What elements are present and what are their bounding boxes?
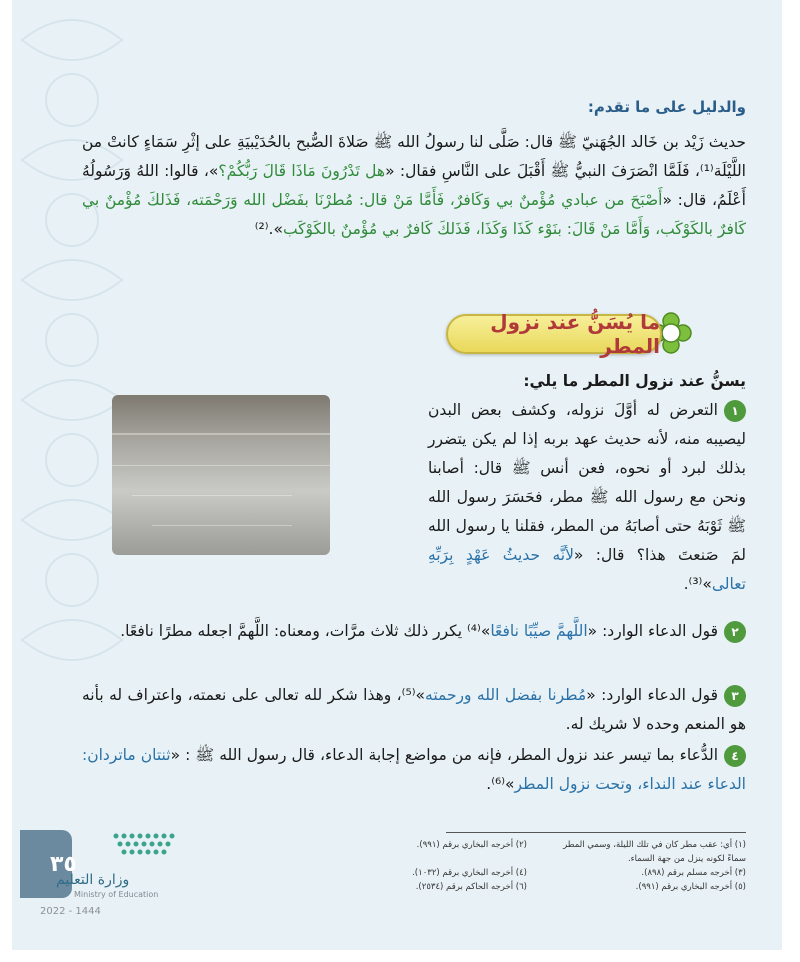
hadith-paragraph	[82, 128, 746, 244]
footnote: (٣) أخرجه مسلم برقم (٨٩٨).	[641, 868, 746, 878]
footnote: (٦) أخرجه الحاكم برقم (٢٥٣٤).	[415, 882, 527, 892]
list-item	[82, 741, 746, 799]
item-number: ١	[724, 400, 746, 422]
page-title: ما يُسَنُّ عند نزول المطر	[446, 314, 662, 354]
item-text: »⁽³⁾.	[683, 575, 712, 593]
hadith-quote: أَصْبَحَ من عبادي مُؤْمنٌ بي وَكَافرٌ، فَأَمَّا مَنْ قال: مُطرْنَا بفَضْل الله وَرَحْمَته، فَذَلكَ مُؤْمنٌ بي كَافرٌ بالكَوْكَب، وَأَمَّا مَنْ قَالَ: بنَوْء كَذَا وَكَذَا، فَذَلكَ كَافرٌ بي مُؤْمنٌ بالكَوْكَب	[82, 191, 746, 238]
item-text: »⁽⁶⁾.	[486, 775, 515, 793]
rain-photo	[112, 395, 330, 555]
list-item	[428, 396, 746, 599]
item-number: ٢	[724, 621, 746, 643]
list-item	[82, 681, 746, 739]
item-text: الدُّعاء بما تيسر عند نزول المطر، فإنه من مواضع إجابة الدعاء، قال رسول الله ﷺ : «	[170, 746, 718, 764]
intro-text: يسنُّ عند نزول المطر ما يلي:	[523, 372, 746, 390]
hadith-text: ».⁽²⁾	[254, 220, 283, 238]
item-text: »⁽⁵⁾، وهذا شكر لله تعالى على نعمته، واعتراف له بأنه هو المنعم وحده لا شريك له.	[82, 686, 746, 733]
textbook-page	[12, 0, 782, 950]
item-quote: ثنتان ماتردان: الدعاء عند النداء، وتحت نزول المطر	[82, 746, 746, 793]
item-number: ٣	[724, 685, 746, 707]
section-heading: والدليل على ما تقدم:	[587, 98, 746, 116]
ministry-logo-icon	[110, 830, 180, 862]
list-item	[82, 617, 746, 646]
page-number: ٣٥	[50, 852, 77, 877]
footnotes	[326, 838, 746, 894]
ministry-name-en: Ministry of Education	[74, 890, 159, 899]
hadith-text: »، قالوا: اللهُ وَرَسُولُهُ أَعْلَمُ، قال: «	[82, 162, 746, 209]
item-text: قول الدعاء الوارد: «	[587, 622, 718, 640]
item-quote: لأنَّه حديثُ عَهْدٍ بِرَبِّهِ تعالى	[428, 546, 746, 593]
footnote: (٢) أخرجه البخاري برقم (٩٩١).	[416, 840, 527, 850]
footnote-divider	[446, 832, 746, 833]
item-quote: مُطرنا بفضل الله ورحمته	[425, 686, 587, 704]
item-text: »⁽⁴⁾ يكرر ذلك ثلاث مرَّات، ومعناه: اللَّهمَّ اجعله مطرًا نافعًا.	[120, 622, 491, 640]
edition-year: 2022 - 1444	[40, 906, 101, 917]
item-quote: اللَّهمَّ صيِّبًا نافعًا	[490, 622, 588, 640]
hadith-text: حديث زَيْد بن خَالد الجُهَنيّ ﷺ قال: صَلَّى لنا رسولُ الله ﷺ صَلاةَ الصُّبح بالحُدَيْبيَةِ على إثْرِ سَمَاءٍ كانتْ من اللَّيْلَة⁽¹⁾، فَلَمَّا انْصَرَفَ النبيُّ ﷺ أَقْبَلَ على النَّاسِ فقال: «	[82, 133, 746, 180]
item-text: قول الدعاء الوارد: «	[586, 686, 718, 704]
hadith-quote: هل تَدْرُونَ مَاذَا قَالَ رَبُّكُمْ؟	[218, 162, 386, 180]
footnote: (٤) أخرجه البخاري برقم (١٠٣٢).	[412, 868, 527, 878]
item-text: التعرض له أوَّلَ نزوله، وكشف بعض البدن ليصيبه منه، لأنه حديث عهد بربه إذا لم يكن يتضرر بذلك لبرد أو نحوه، فعن أنس ﷺ قال: أصابنا ونحن مع رسول الله ﷺ مطر، فحَسَرَ رسول الله ﷺ ثَوْبَهُ حتى أصابَهُ من المطر، فقلنا يا رسول الله لمَ صَنعتَ هذا؟ قال: «	[428, 401, 747, 564]
ministry-name-ar: وزارة التعليم	[56, 872, 130, 888]
footnote: (١) أي: عقب مطر كان في تلك الليلة، وسمي المطر سماءً لكونه ينزل من جهة السماء.	[563, 840, 746, 864]
title-banner	[442, 310, 692, 358]
footnote: (٥) أخرجه البخاري برقم (٩٩١).	[635, 882, 746, 892]
item-number: ٤	[724, 745, 746, 767]
